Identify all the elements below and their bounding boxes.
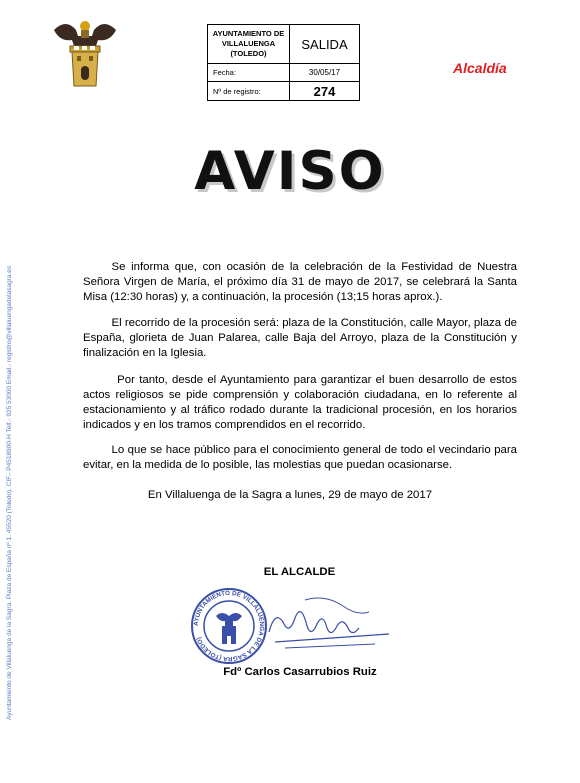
signer-name: Fdº Carlos Casarrubios Ruiz xyxy=(223,666,377,678)
paragraph-4: Lo que se hace público para el conocimiento general de todo el vecindario para evitar, en la medida de lo posible, las molestias que puedan ocasionarse. xyxy=(83,444,517,471)
place-and-date: En Villaluenga de la Sagra a lunes, 29 de mayo de 2017 xyxy=(147,489,433,501)
coat-of-arms-logo xyxy=(52,16,118,90)
side-contact-text: Ayuntamiento de Villaluenga de la Sagra. Plaza de España nº 1. 45520 (Toledo). CIF.- P4518900-H Telf.- 925 53000 Email.- registro@villaluengadelasagra.es xyxy=(6,265,13,720)
registry-direction: SALIDA xyxy=(301,36,348,52)
svg-text:AYUNTAMIENTO DE VILLALUENGA DE: AYUNTAMIENTO DE VILLALUENGA DE LA SAGRA (TOLEDO) xyxy=(192,589,266,663)
paragraph-1: Se informa que, con ocasión de la celebración de la Festividad de Nuestra Señora Virgen de María, el próximo día 31 de mayo de 2017, se celebrará la Santa Misa (12:30 horas) y, a continuación, la procesión (13;15 horas aprox.). xyxy=(83,261,517,303)
date-label: Fecha: xyxy=(208,64,290,81)
organization-name: AYUNTAMIENTO DE VILLALUENGA (TOLEDO) xyxy=(208,25,290,63)
document-title: AVISO xyxy=(194,141,386,202)
registry-number-label: Nº de registro: xyxy=(208,82,290,101)
signer-role: EL ALCALDE xyxy=(263,566,336,578)
registry-stamp xyxy=(207,24,360,101)
department-label: Alcaldía xyxy=(453,60,507,76)
date-value: 30/05/17 xyxy=(308,68,341,77)
registry-number-value: 274 xyxy=(313,84,336,99)
paragraph-3: Por tanto, desde el Ayuntamiento para garantizar el buen desarrollo de estos actos religiosos se pide comprensión y colaboración ciudadana, en lo referente al estacionamiento y al tráfico rodado durante la tradicional procesión, en los horarios indicados y en los tramos comprendidos en el recorrido. xyxy=(83,374,517,431)
handwritten-signature xyxy=(265,592,395,652)
paragraph-2: El recorrido de la procesión será: plaza de la Constitución, calle Mayor, plaza de España, glorieta de Juan Palarea, calle Baja del Arroyo, plaza de la Constitución y finalización en la Iglesia. xyxy=(83,317,517,359)
official-seal xyxy=(189,586,269,666)
